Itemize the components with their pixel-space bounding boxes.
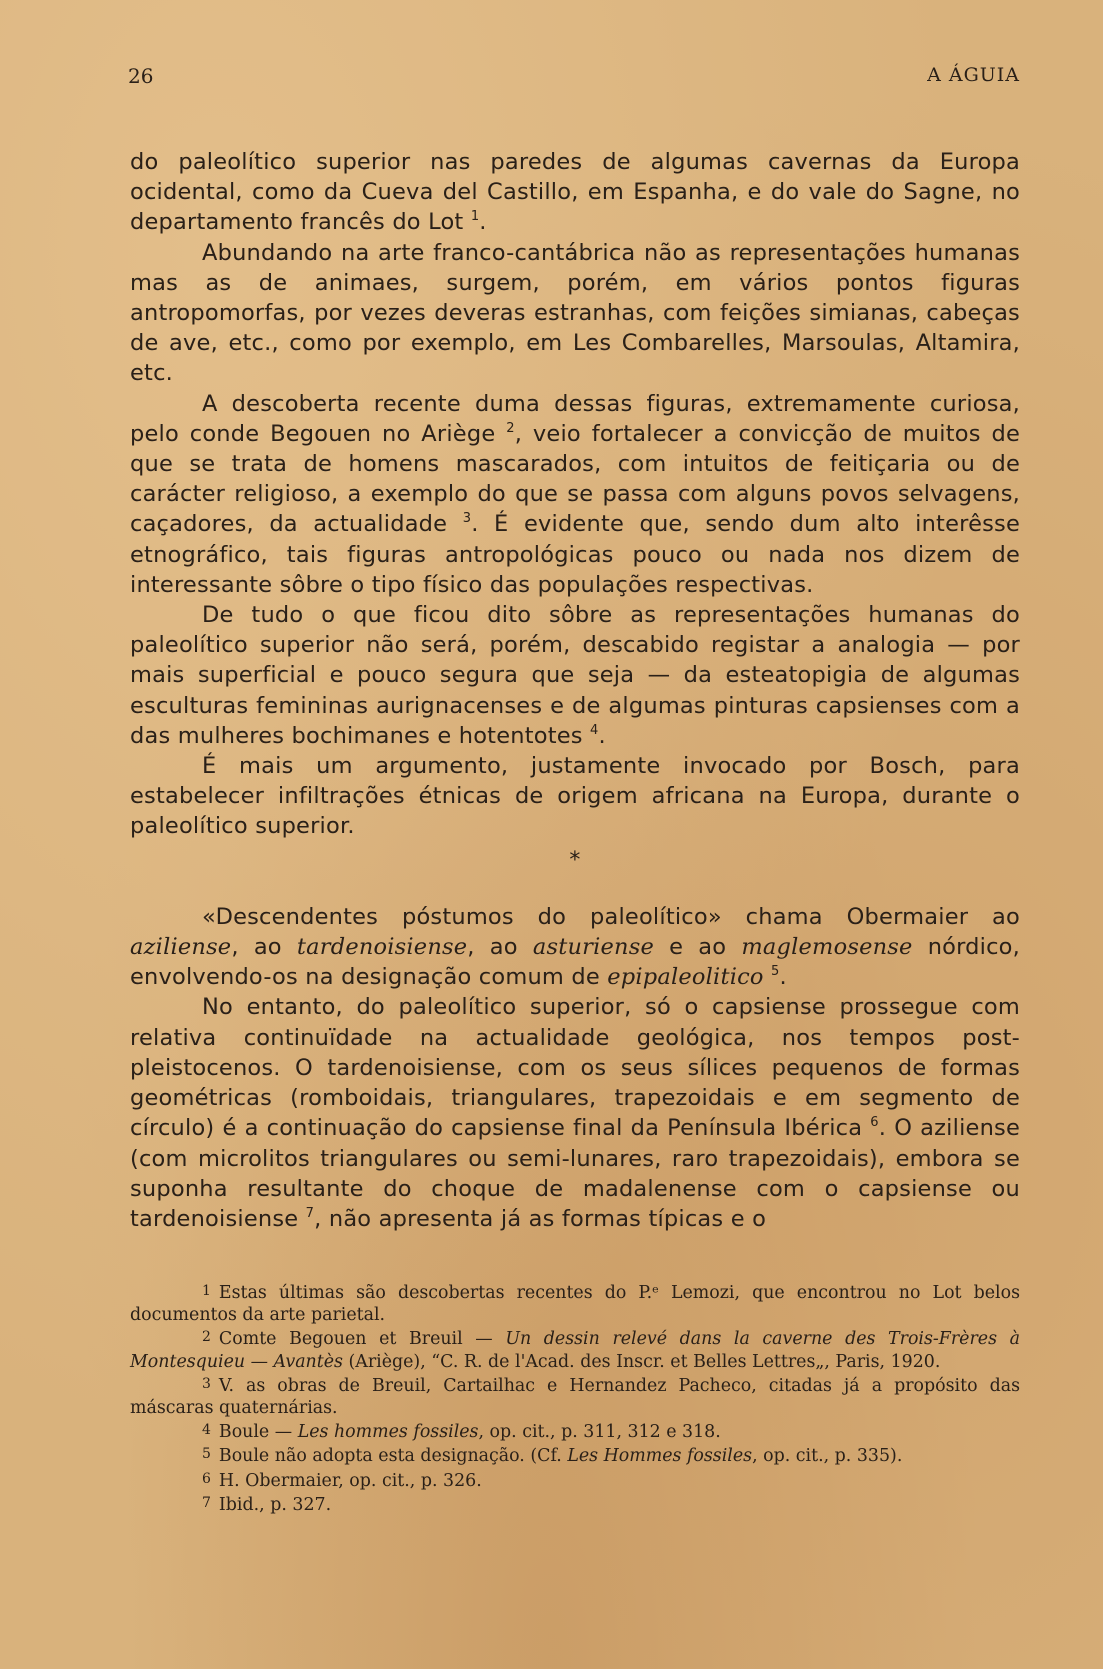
footnote-ref: 2 [506,420,515,436]
footnote-2: 2 Comte Begouen et Breuil — Un dessin relevé dans la caverne des Trois-Frères à Montesquieu — Avantès (Ariège), “C. R. de l'Acad. des Inscr. et Belles Lettres„, Paris, 1920. [130,1329,1020,1372]
paragraph-7: No entanto, do paleolítico superior, só o capsiense prossegue com relativa continuïdade na actualidade geológica, nos tempos post-pleistocenos. O tardenoisiense, com os seus sílices pequenos de formas geométricas (romboidais, triangulares, trapezoidais e em segmento de círculo) é a continuação do capsiense final da Península Ibérica $^6$. O aziliense (com microlitos triangulares ou semi-lunares, raro trapezoidais), embora se suponha resultante do choque de madalenense com o capsiense ou tardenoisiense $^7$, não apresenta já as formas típicas e o [130,994,1020,1232]
section-separator: * [569,847,581,873]
footnote-ref: 5 [771,964,780,980]
paragraph-4: De tudo o que ficou dito sôbre as representações humanas do paleolítico superior não será, porém, descabido registar a analogia — por mais superficial e pouco segura que seja — da esteatopigia de algumas esculturas femininas aurignacenses e de algumas pinturas capsienses com a das mulheres bochimanes e hotentotes $^4$. [130,602,1020,749]
footnote-6: 6 H. Obermaier, op. cit., p. 326. [202,1470,482,1491]
footnote-7: 7 Ibid., p. 327. [202,1494,332,1515]
paragraph-2: Abundando na arte franco-cantábrica não as representações humanas mas as de animaes, surgem, porém, em vários pontos figuras antropomorfas, por vezes deveras estranhas, com feições simianas, cabeças de ave, etc., como por exemplo, em Les Combarelles, Marsoulas, Altamira, etc. [130,239,1020,387]
paragraph-3: A descoberta recente duma dessas figuras, extremamente curiosa, pelo conde Begouen no Ariège $^2$, veio fortalecer a convicção de muitos de que se trata de homens mascarados, com intuitos de feitiçaria ou de carácter religioso, a exemplo do que se passa com alguns povos selvagens, caçadores, da actualidade $^3$. É evidente que, sendo dum alto interêsse etnográfico, tais figuras antropológicas pouco ou nada nos dizem de interessante sôbre o tipo físico das populações respectivas. [130,390,1020,598]
running-head: A ÁGUIA [927,64,1020,86]
footnote-ref: 1 [470,209,480,225]
footnote-1: 1 Estas últimas são descobertas recentes do P.ᵉ Lemozi, que encontrou no Lot belos documentos da arte parietal. [130,1283,1020,1326]
paragraph-6: «Descendentes póstumos do paleolítico» chama Obermaier ao aziliense, ao tardenoisiense, ao asturiense e ao maglemosense nórdico, envolvendo-os na designação comum de epipaleolitico $^5$. [130,903,1020,991]
footnote-ref: 7 [305,1205,315,1221]
paragraph-1: do paleolítico superior nas paredes de algumas cavernas da Europa ocidental, como da Cueva del Castillo, em Espanha, e do vale do Sagne, no departamento francês do Lot $^1$. [130,149,1020,236]
page-header [128,64,1020,94]
footnote-3: 3 V. as obras de Breuil, Cartailhac e Hernandez Pacheco, citadas já a propósito das máscaras quaternárias. [130,1375,1020,1419]
footnote-5: 5 Boule não adopta esta designação. (Cf. Les Hommes fossiles, op. cit., p. 335). [202,1446,903,1467]
footnote-ref: 6 [870,1115,879,1131]
page-number: 26 [128,64,154,88]
footnote-ref: 3 [462,511,472,527]
body-text [130,147,1020,1234]
footnote-ref: 4 [590,722,599,738]
footnotes [130,1280,1020,1516]
paragraph-5: É mais um argumento, justamente invocado por Bosch, para estabelecer infiltrações étnicas de origem africana na Europa, durante o paleolítico superior. [130,753,1020,840]
footnote-4: 4 Boule — Les hommes fossiles, op. cit., p. 311, 312 e 318. [202,1422,721,1443]
